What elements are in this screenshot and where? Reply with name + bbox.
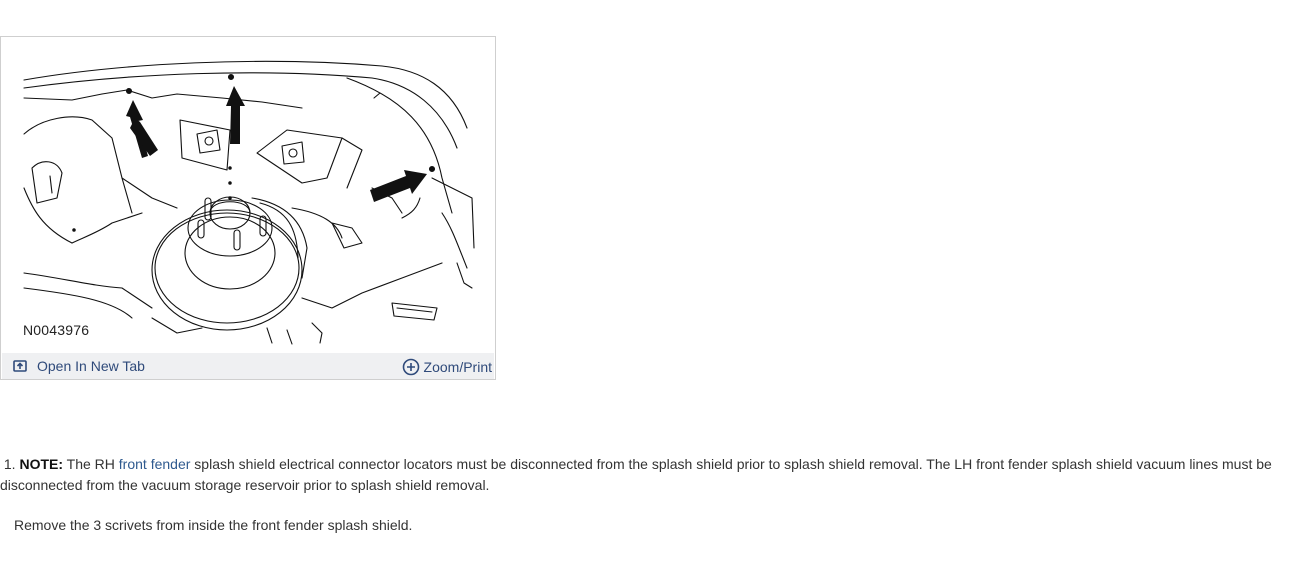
open-in-new-tab-link[interactable] [13,358,145,374]
open-in-new-tab-label: Open In New Tab [37,358,145,374]
note-text-after-link: splash shield electrical connector locators must be disconnected from the splash shield prior to splash shield removal. The LH front fender splash shield vacuum lines must be disconnected from the vacuum storage reservoir prior to splash shield removal. [0,456,1272,493]
note-label: NOTE: [19,456,64,472]
figure-id-label: N0043976 [23,322,90,338]
step-instruction: Remove the 3 scrivets from inside the front fender splash shield. [14,517,413,533]
zoom-plus-icon [402,358,420,376]
zoom-print-link[interactable] [402,358,492,376]
zoom-print-label: Zoom/Print [423,359,492,375]
step-note-paragraph [0,454,1304,496]
step-number: 1. [3,456,16,472]
figure-toolbar [2,353,494,379]
figure-card [0,36,496,380]
note-text-before-link: The RH [66,456,115,472]
open-new-tab-icon [13,359,27,373]
front-fender-link[interactable]: front fender [118,456,191,472]
fender-splash-shield-illustration[interactable] [2,38,494,352]
